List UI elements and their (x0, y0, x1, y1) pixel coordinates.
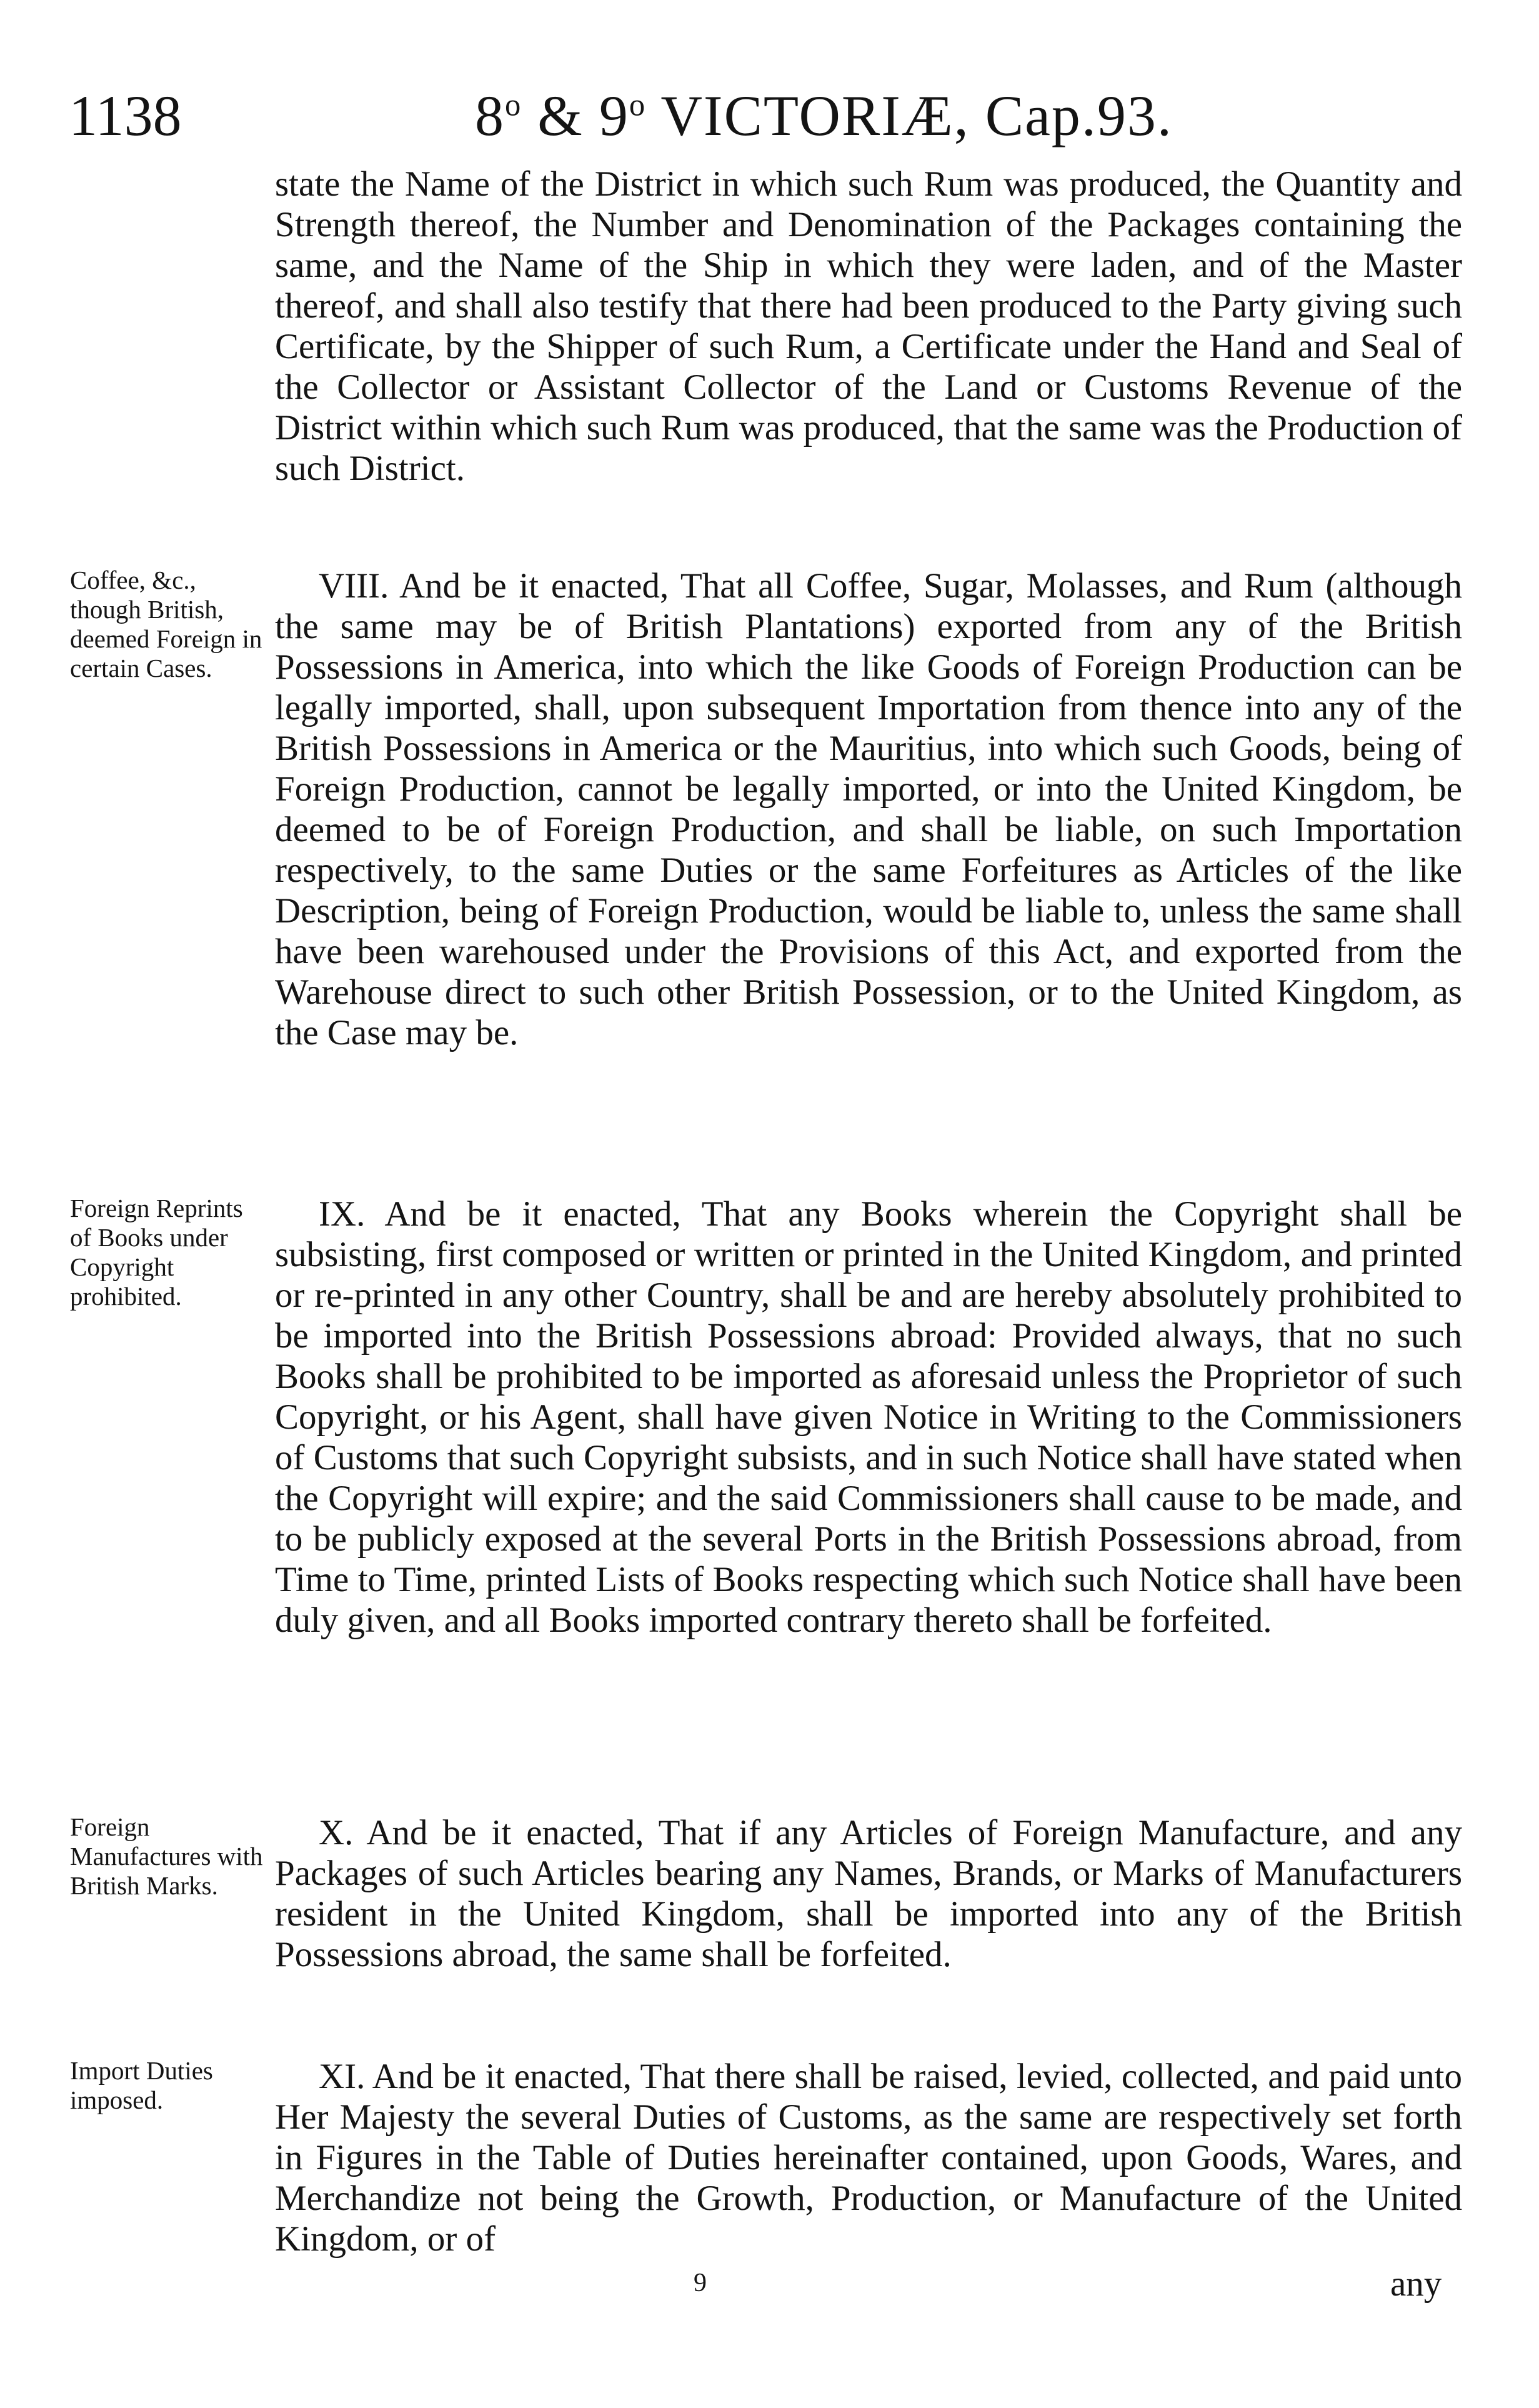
signature-mark: 9 (694, 2269, 707, 2297)
title-regnal-year-2: & 9 (522, 84, 629, 147)
page-header (69, 81, 1475, 156)
margin-note-section-10: Foreign Manufactures with British Marks. (70, 1812, 263, 1900)
page-number: 1138 (69, 84, 182, 147)
title-superscript-2: o (629, 87, 647, 122)
section-8 (275, 566, 1462, 1053)
margin-note-section-11: Import Duties imposed. (70, 2056, 213, 2114)
section-11 (275, 2056, 1462, 2259)
section-9-text: IX. And be it enacted, That any Books wherein the Copyright shall be subsisting, first composed or written or printed in the United Kingdom, and printed or re-printed in any other Country, shall be and are hereby absolutely prohibited to be imported into the British Possessions abroad: Provided always, that no such Books shall be prohibited to be imported as aforesaid unless the Proprietor of such Copyright, or his Agent, shall have given Notice in Writing to the Commissioners of Customs that such Copyright subsists, and in such Notice shall have stated when the Copyright will expire; and the said Commissioners shall cause to be made, and to be publicly exposed at the several Ports in the British Possessions abroad, from Time to Time, printed Lists of Books respecting which such Notice shall have been duly given, and all Books imported contrary thereto shall be forfeited. (275, 1194, 1462, 1640)
catchword: any (1390, 2264, 1442, 2304)
section-9 (275, 1194, 1462, 1641)
section-10 (275, 1812, 1462, 1975)
margin-note-section-9: Foreign Reprints of Books under Copyright prohibited. (70, 1194, 243, 1311)
continuation-paragraph (275, 164, 1462, 489)
running-title (475, 81, 1173, 150)
title-regnal-year-1: 8 (475, 84, 505, 147)
margin-note-section-8: Coffee, &c., though British, deemed Foreign in certain Cases. (70, 566, 262, 682)
section-10-text: X. And be it enacted, That if any Articles of Foreign Manufacture, and any Packages of such Articles bearing any Names, Brands, or Marks of Manufacturers resident in the United Kingdom, shall be imported into any of the British Possessions abroad, the same shall be forfeited. (275, 1813, 1462, 1974)
section-8-text: VIII. And be it enacted, That all Coffee, Sugar, Molasses, and Rum (although the same may be of British Plantations) exported from any of the British Possessions in America, into which the like Goods of Foreign Production can be legally imported, shall, upon subsequent Importation from thence into any of the British Possessions in America or the Mauritius, into which such Goods, being of Foreign Production, cannot be legally imported, or into the United Kingdom, be deemed to be of Foreign Production, and shall be liable, on such Importation respectively, to the same Duties or the same Forfeitures as Articles of the like Description, being of Foreign Production, would be liable to, unless the same shall have been warehoused under the Provisions of this Act, and exported from the Warehouse direct to such other British Possession, or to the United Kingdom, as the Case may be. (275, 566, 1462, 1052)
title-superscript-1: o (505, 87, 522, 122)
continuation-text: state the Name of the District in which such Rum was produced, the Quantity and Strength thereof, the Number and Denomination of the Packages containing the same, and the Name of the Ship in which they were laden, and of the Master thereof, and shall also testify that there had been produced to the Party giving such Certificate, by the Shipper of such Rum, a Certificate under the Hand and Seal of the Collector or Assistant Collector of the Land or Customs Revenue of the District within which such Rum was produced, that the same was the Production of such District. (275, 164, 1462, 488)
title-chapter: VICTORIÆ, Cap.93. (646, 84, 1173, 147)
section-11-text: XI. And be it enacted, That there shall be raised, levied, collected, and paid unto Her Majesty the several Duties of Customs, as the same are respectively set forth in Figures in the Table of Duties hereinafter contained, upon Goods, Wares, and Merchandize not being the Growth, Production, or Manufacture of the United Kingdom, or of (275, 2057, 1462, 2259)
